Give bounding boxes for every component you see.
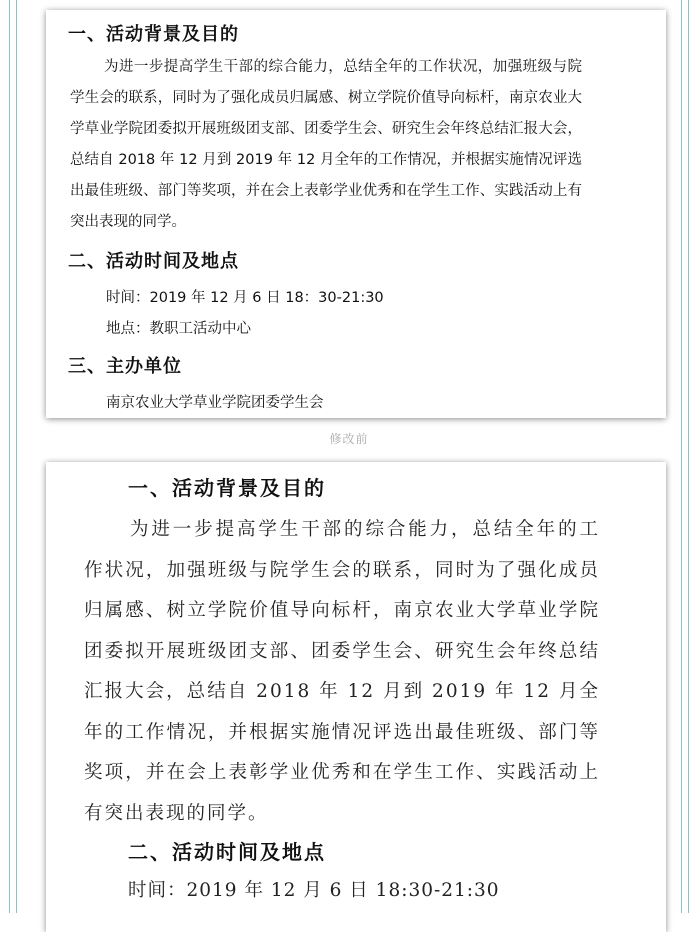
page-frame-left: [9, 0, 17, 913]
section-2-heading: 二、活动时间及地点: [68, 251, 239, 272]
after-screenshot-card: [46, 462, 666, 932]
section-1-heading: 一、活动背景及目的: [68, 24, 239, 45]
section-1-paragraph: 为进一步提高学生干部的综合能力，总结全年的工作状况，加强班级与院学生会的联系，同时为了强化成员归属感、树立学院价值导向标杆，南京农业大学草业学院团委拟开展班级团支部、团委学生会、研究生会年终总结汇报大会，总结自 2018 年 12 月到 2019 年 12 月全年的工作情况，并根据实施情况评选出最佳班级、部门等奖项，并在会上表彰学业优秀和在学生工作、实践活动上有突出表现的同学。: [84, 519, 600, 824]
image-caption: 修改前: [329, 432, 369, 446]
organizer-line: 南京农业大学草业学院团委学生会: [106, 395, 324, 411]
event-time-line: 时间：2019 年 12 月 6 日 18：30-21:30: [106, 290, 384, 306]
event-time-line: 时间：2019 年 12 月 6 日 18:30-21:30: [128, 880, 500, 901]
section-1-paragraph: 为进一步提高学生干部的综合能力，总结全年的工作状况，加强班级与院学生会的联系，同时为了强化成员归属感、树立学院价值导向标杆，南京农业大学草业学院团委拟开展班级团支部、团委学生会、研究生会年终总结汇报大会，总结自 2018 年 12 月到 2019 年 12 月全年的工作情况，并根据实施情况评选出最佳班级、部门等奖项，并在会上表彰学业优秀和在学生工作、实践活动上有突出表现的同学。: [70, 59, 582, 230]
before-screenshot-card: [46, 10, 666, 418]
event-place-line: 地点：教职工活动中心: [106, 321, 251, 337]
section-3-heading: 三、主办单位: [68, 356, 182, 377]
section-2-heading: 二、活动时间及地点: [128, 840, 326, 864]
section-1-heading: 一、活动背景及目的: [128, 476, 326, 500]
page-frame-right: [681, 0, 689, 913]
